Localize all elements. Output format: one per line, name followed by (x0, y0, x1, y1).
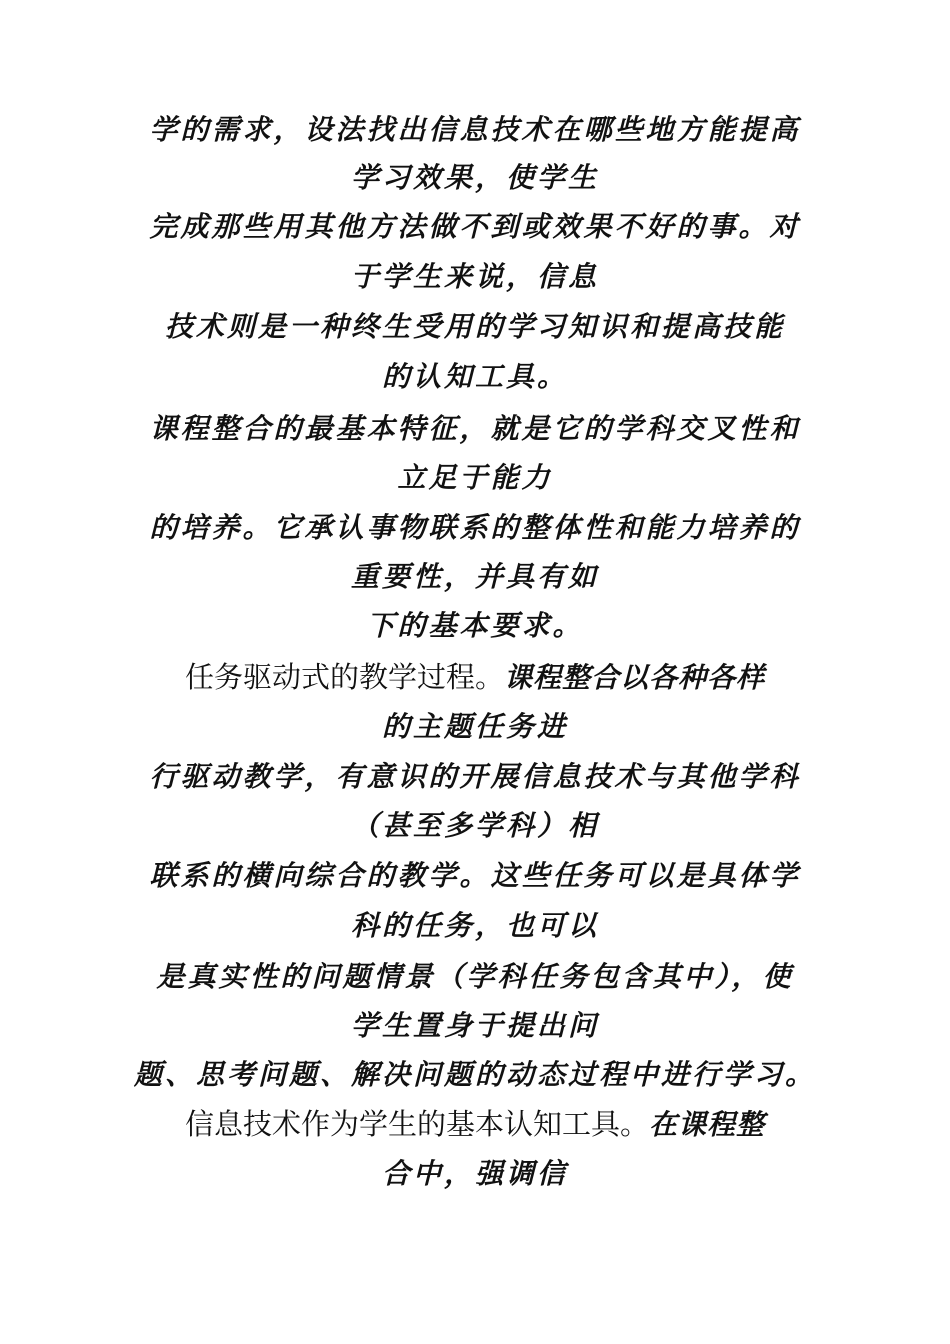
heading-phrase: 任务驱动式的教学过程。 (184, 660, 504, 694)
text-line: 完成那些用其他方法做不到或效果不好的事。对 (149, 210, 801, 243)
text-phrase: 在课程整 (649, 1108, 766, 1141)
text-line: 学习效果，使学生 (350, 161, 599, 194)
text-line: 的主题任务进 (381, 710, 568, 743)
text-line: 合中，强调信 (381, 1157, 568, 1190)
text-line (130, 1104, 820, 1144)
text-line (130, 657, 820, 697)
text-line: 下的基本要求。 (366, 609, 584, 642)
text-line: 技术则是一种终生受用的学习知识和提高技能 (164, 310, 785, 343)
text-line: 课程整合的最基本特征，就是它的学科交叉性和 (149, 412, 801, 445)
text-line: 学生置身于提出问 (350, 1009, 599, 1042)
heading-phrase: 信息技术作为学生的基本认知工具。 (184, 1107, 649, 1141)
text-line: 的认知工具。 (381, 360, 568, 393)
text-line: 行驱动教学，有意识的开展信息技术与其他学科 (149, 760, 801, 793)
text-line: 于学生来说，信息 (350, 260, 599, 293)
text-line: 学的需求，设法找出信息技术在哪些地方能提高 (149, 113, 801, 146)
text-line: 题、思考问题、解决问题的动态过程中进行学习。 (133, 1058, 816, 1091)
text-line: （甚至多学科）相 (350, 809, 599, 842)
text-line: 的培养。它承认事物联系的整体性和能力培养的 (149, 511, 801, 544)
text-line: 是真实性的问题情景（学科任务包含其中），使 (156, 960, 794, 993)
text-phrase: 课程整合以各种各样 (504, 661, 766, 694)
text-line: 立足于能力 (397, 461, 553, 494)
text-line: 科的任务，也可以 (350, 909, 599, 942)
text-line: 联系的横向综合的教学。这些任务可以是具体学 (149, 859, 801, 892)
text-line: 重要性，并具有如 (350, 560, 599, 593)
